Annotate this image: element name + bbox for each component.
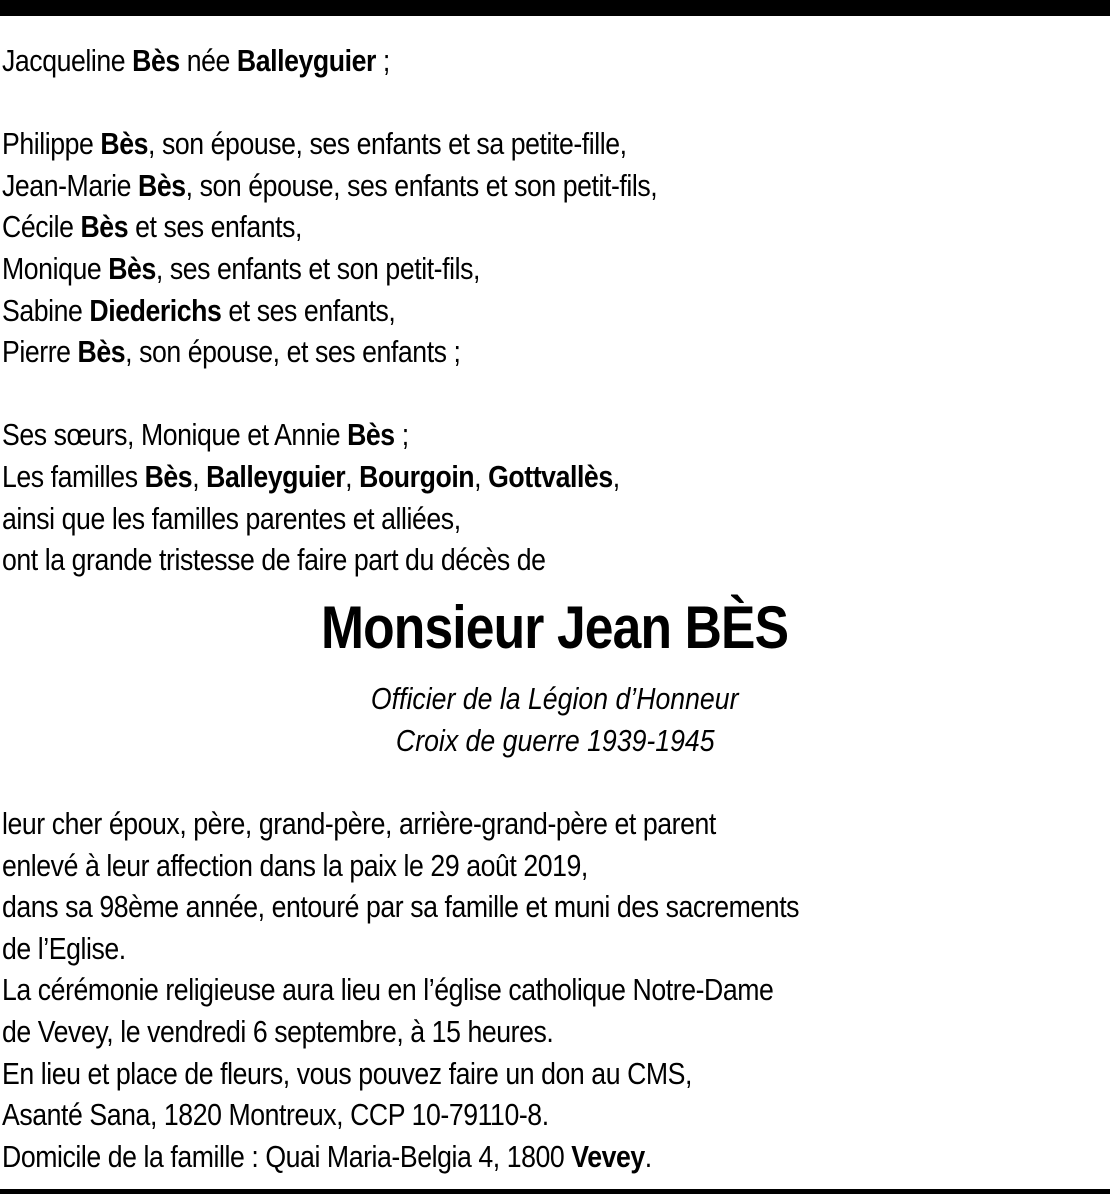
child-line: Sabine Diederichs et ses enfants, [2, 292, 396, 328]
maiden-name: Balleyguier [236, 43, 376, 78]
honour-line: Officier de la Légion d’Honneur [371, 681, 739, 716]
detail-line: enlevé à leur affection dans la paix le 29 août 2019, [2, 847, 588, 883]
honour-line: Croix de guerre 1939-1945 [395, 722, 715, 758]
detail-line: de l’Eglise. [2, 930, 126, 966]
detail-line: La cérémonie religieuse aura lieu en l’église catholique Notre-Dame [2, 972, 774, 1008]
honours-block [0, 678, 1110, 761]
city: Vevey [571, 1138, 645, 1174]
domicile-line: Domicile de la famille : Quai Maria-Belgia 4, 1800 Vevey. [2, 1138, 652, 1174]
detail-line: Asanté Sana, 1820 Montreux, CCP 10-79110-8. [2, 1097, 549, 1133]
detail-line: En lieu et place de fleurs, vous pouvez faire un don au CMS, [2, 1055, 693, 1091]
child-line: Jean-Marie Bès, son épouse, ses enfants et son petit-fils, [2, 167, 658, 203]
child-line: Cécile Bès et ses enfants, [2, 209, 303, 245]
surname: Bès [132, 43, 180, 78]
detail-line: leur cher époux, père, grand-père, arrière-grand-père et parent [2, 806, 716, 841]
top-rule [0, 0, 1110, 16]
detail-line: de Vevey, le vendredi 6 septembre, à 15 heures. [2, 1013, 554, 1049]
announcers-block [2, 40, 948, 581]
child-line: Monique Bès, ses enfants et son petit-fils, [2, 250, 480, 286]
detail-line: dans sa 98ème année, entouré par sa famille et muni des sacrements [2, 889, 800, 925]
relatives-line: ainsi que les familles parentes et alliées, [2, 500, 461, 536]
announce-line: ont la grande tristesse de faire part du décès de [2, 542, 546, 578]
sisters-line: Ses sœurs, Monique et Annie Bès ; [2, 417, 409, 453]
widow-line: Jacqueline Bès née Balleyguier ; [2, 43, 390, 78]
bottom-rule [0, 1189, 1110, 1194]
details-block [2, 803, 948, 1177]
deceased-name: Monsieur Jean BÈS [321, 594, 789, 661]
child-line: Philippe Bès, son épouse, ses enfants et sa petite-fille, [2, 126, 627, 162]
child-line: Pierre Bès, son épouse, et ses enfants ; [2, 334, 461, 370]
families-line: Les familles Bès, Balleyguier, Bourgoin, Gottvallès, [2, 458, 620, 494]
